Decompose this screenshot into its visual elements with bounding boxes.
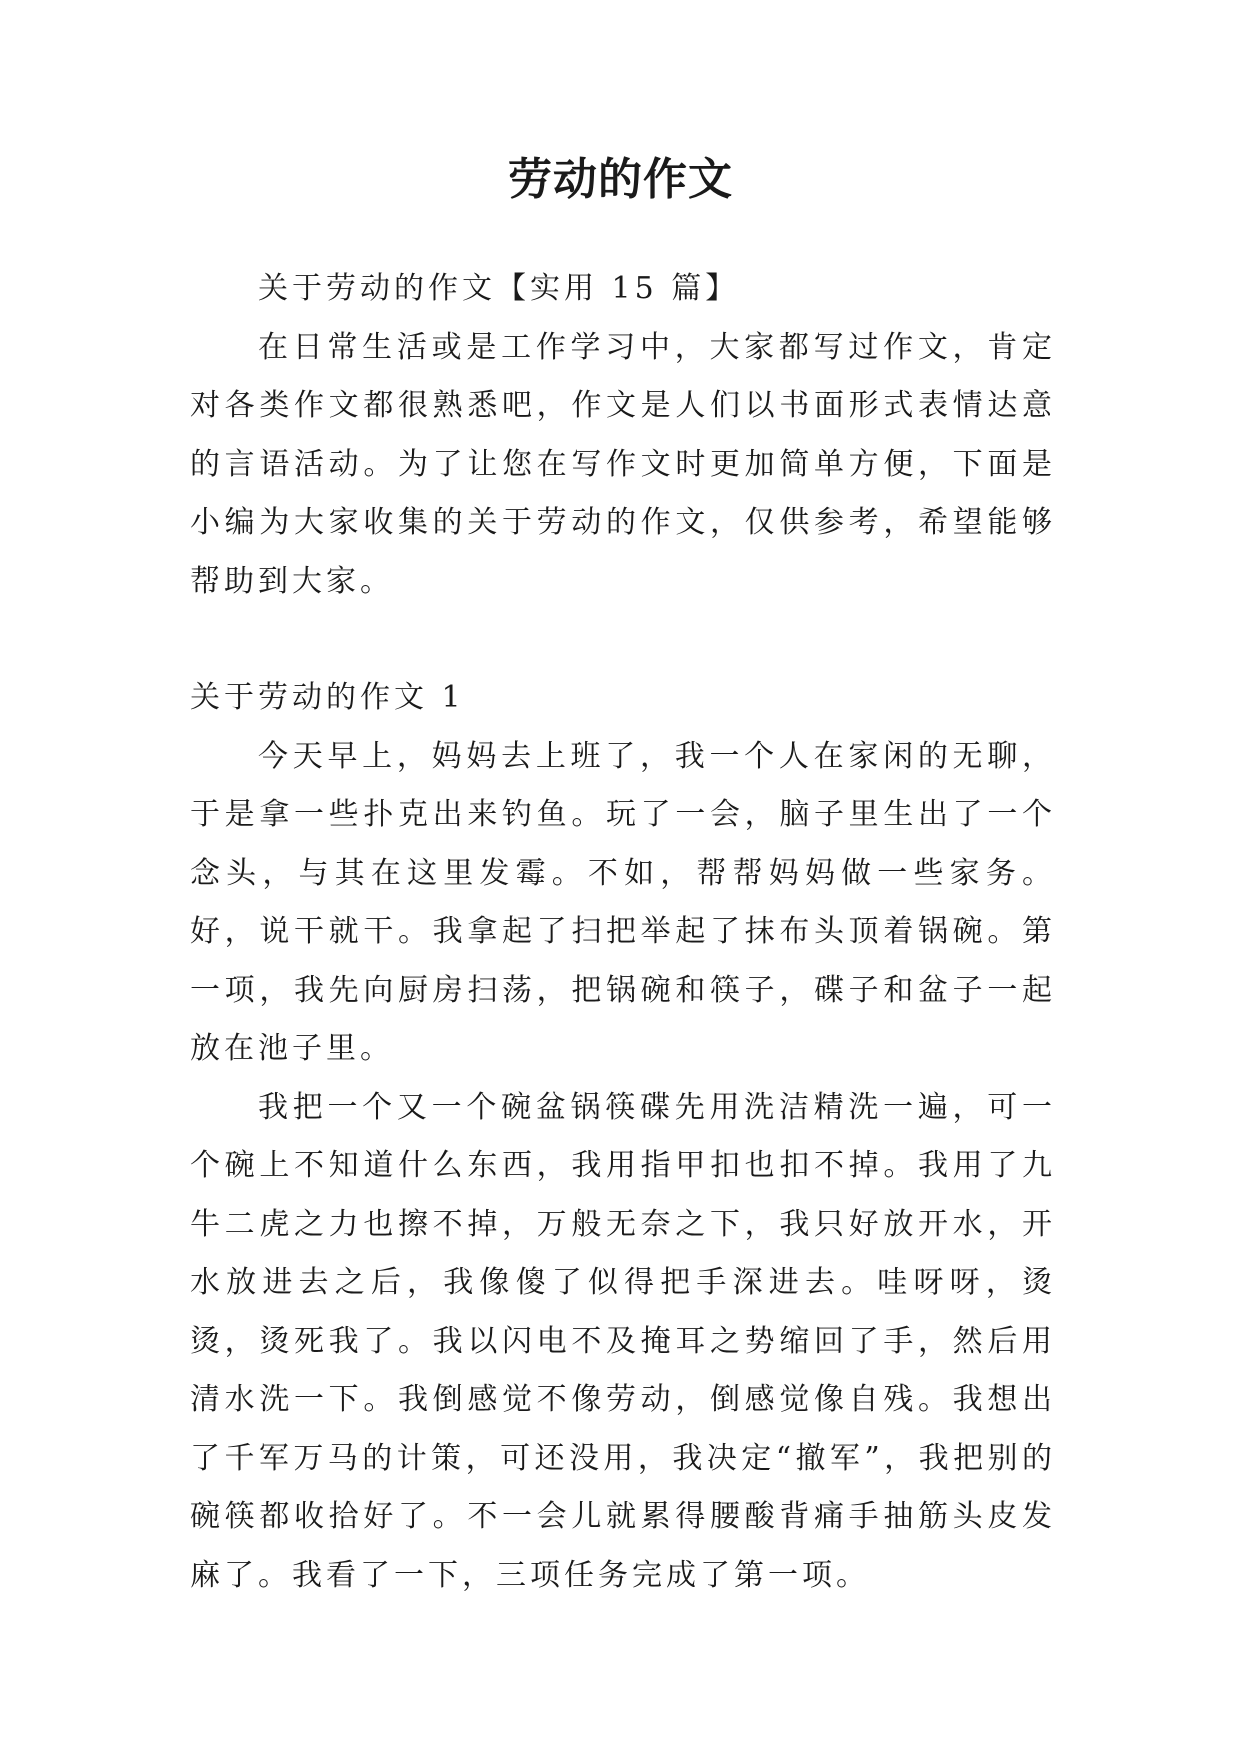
intro-paragraph: 在日常生活或是工作学习中，大家都写过作文，肯定对各类作文都很熟悉吧，作文是人们以书面形式表情达意的言语活动。为了让您在写作文时更加简单方便，下面是小编为大家收集的关于劳动的作文，仅供参考，希望能够帮助到大家。 (190, 329, 1056, 599)
body-paragraph: 今天早上，妈妈去上班了，我一个人在家闲的无聊，于是拿一些扑克出来钓鱼。玩了一会，脑子里生出了一个念头，与其在这里发霉。不如，帮帮妈妈做一些家务。好，说干就干。我拿起了扫把举起了抹布头顶着锅碗。第一项，我先向厨房扫荡，把锅碗和筷子，碟子和盆子一起放在池子里。 (190, 738, 1056, 1066)
body-paragraph: 我把一个又一个碗盆锅筷碟先用洗洁精洗一遍，可一个碗上不知道什么东西，我用指甲扣也扣不掉。我用了九牛二虎之力也擦不掉，万般无奈之下，我只好放开水，开水放进去之后，我像傻了似得把手深进去。哇呀呀，烫烫，烫死我了。我以闪电不及掩耳之势缩回了手，然后用清水洗一下。我倒感觉不像劳动，倒感觉像自残。我想出了千军万马的计策，可还没用，我决定“撤军”，我把别的碗筷都收拾好了。不一会儿就累得腰酸背痛手抽筋头皮发麻了。我看了一下，三项任务完成了第一项。 (190, 1089, 1056, 1593)
document-subtitle: 关于劳动的作文【实用 15 篇】 (258, 271, 740, 306)
document-body (190, 260, 1056, 1605)
document-title: 劳动的作文 (508, 154, 733, 205)
section-heading: 关于劳动的作文 1 (190, 680, 465, 715)
